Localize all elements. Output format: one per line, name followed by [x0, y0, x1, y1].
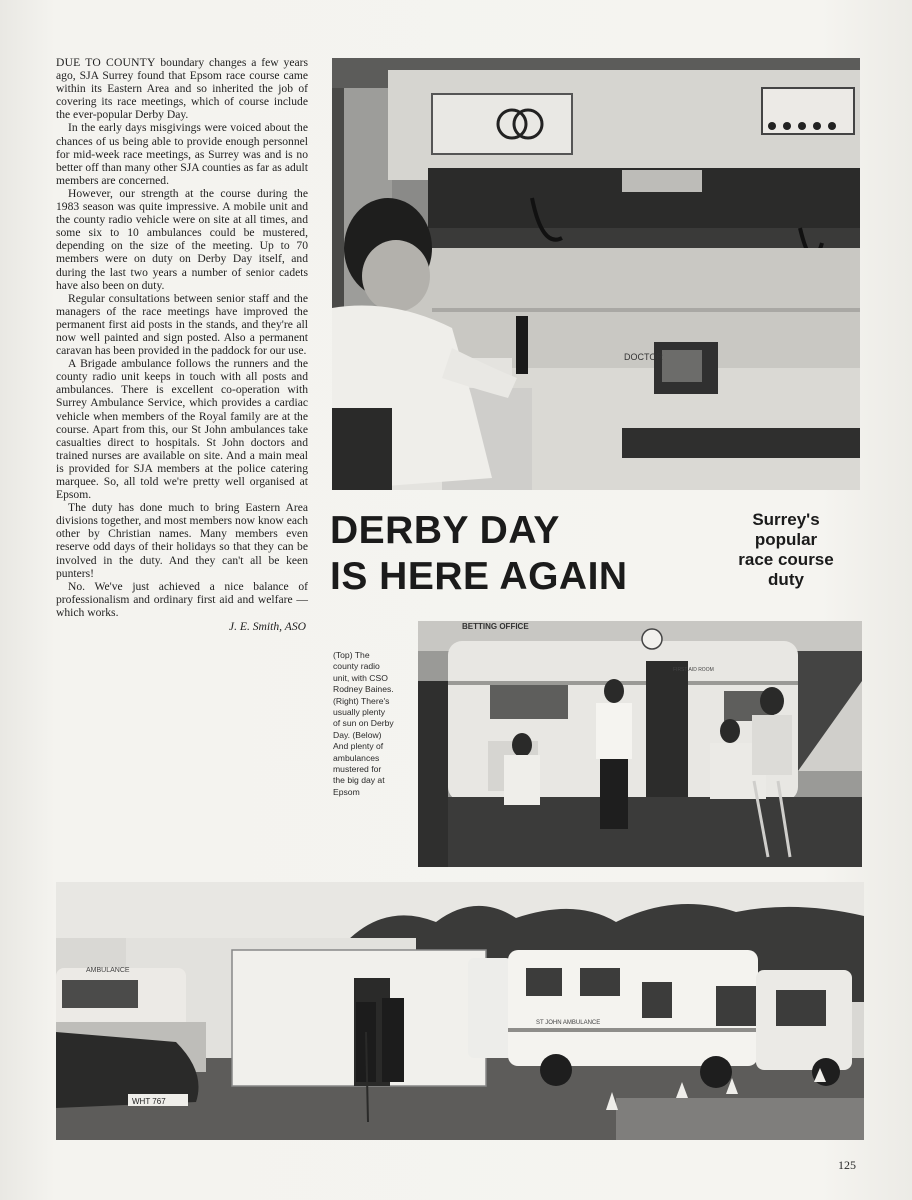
ambulance-text: ST JOHN AMBULANCE [536, 1020, 601, 1026]
paragraph-5: A Brigade ambulance follows the runners and the county radio unit keeps in touch with all posts and ambulances. There is excellent co-operation with Surrey Ambulance Service, which provides a cardiac vehicle when members of the Royal family are at the course. Apart from this, our St John ambulances take casualties direct to hospitals. St John doctors and trained nurses are available on site. And a main meal is provided for SJA members at the police catering marquee. So, all told we're pretty well organised at Epsom. [56, 357, 308, 502]
paragraph-4: Regular consultations between senior staff and the managers of the race meetings have improved the permanent first aid posts in the stands, and they're all now well painted and sign posted. Also a permanent caravan has been provided in the paddock for our use. [56, 291, 308, 358]
photo-caption: (Top) The county radio unit, with CSO Rodney Baines. (Right) There's usually plenty of sun on Derby Day. (Below) And plenty of ambulances mustered for the big day at Epsom [333, 650, 394, 797]
van-text: AMBULANCE [86, 967, 130, 974]
lead-in: DUE TO COUNTY [56, 56, 156, 69]
first-aid-room-text: FIRST AID ROOM [673, 667, 714, 673]
photo-radio-unit [332, 58, 860, 490]
betting-office-sign: BETTING OFFICE [462, 622, 529, 631]
page-number: 125 [838, 1158, 856, 1172]
photo-ambulances-graphic [56, 882, 864, 1140]
headline-line-2: IS HERE AGAIN [330, 555, 628, 598]
subheadline: Surrey's popular race course duty [738, 510, 834, 589]
plate-text: WHT 767 [132, 1097, 166, 1106]
photo-ambulances [56, 882, 864, 1140]
photo-caravan [418, 621, 862, 867]
photo-radio-unit-graphic [332, 58, 860, 490]
paragraph-6: The duty has done much to bring Eastern Area divisions together, and most members now know each other by Christian names. Many members even reserve odd days of their holidays so that they can be involved in the duty. And they can't all be keen punters! [56, 501, 308, 580]
headline [330, 508, 700, 600]
headline-line-1: DERBY DAY [330, 509, 560, 552]
paragraph-1: DUE TO COUNTY boundary changes a few years ago, SJA Surrey found that Epsom race course came within its Eastern Area and so inherited the job of covering its race meetings, which of course include the ever-popular Derby Day. [56, 56, 308, 122]
photo-caravan-graphic [418, 621, 862, 867]
paragraph-7: No. We've just achieved a nice balance of professionalism and ordinary first aid and welfare — which works. [56, 579, 308, 619]
doctor-sign-text: DOCTOR [624, 352, 663, 362]
article-body [56, 56, 308, 633]
paragraph-3: However, our strength at the course during the 1983 season was quite impressive. A mobile unit and the county radio vehicle were on site at all times, and some six to 10 ambulances could be mustered, depending on the size of the meeting. Up to 70 members were on duty on Derby Day itself, and during the last two years a number of senior cadets have also been on duty. [56, 186, 308, 292]
author-signature: J. E. Smith, ASO [228, 620, 306, 634]
paragraph-2: In the early days misgivings were voiced about the chances of us being able to provide enough personnel for mid-week race meetings, as Surrey was and is no better off than many other SJA counties as far as adult members are concerned. [56, 121, 308, 187]
